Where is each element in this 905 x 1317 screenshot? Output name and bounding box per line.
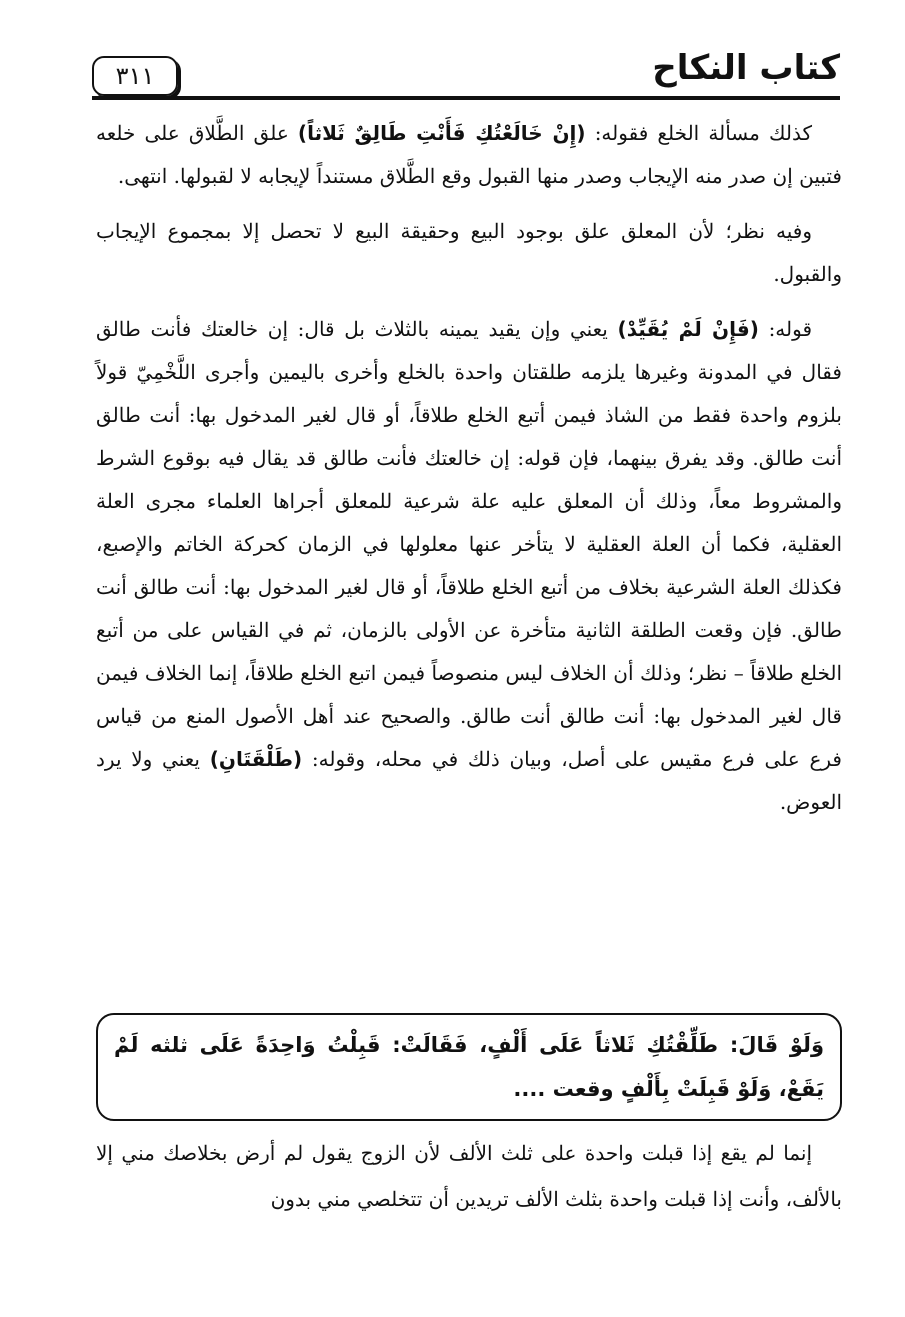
quoted-matn: (طَلْقَتَانِ) bbox=[209, 747, 303, 771]
text-segment: كذلك مسألة الخلع فقوله: bbox=[585, 121, 812, 145]
chapter-title: كتاب النكاح bbox=[652, 48, 840, 88]
page-header bbox=[92, 38, 840, 100]
paragraph-khul bbox=[96, 112, 842, 198]
page-number bbox=[92, 56, 178, 96]
paragraph-innama: إنما لم يقع إذا قبلت واحدة على ثلث الألف لأن الزوج يقول لم أرض بخلاصك مني إلا بالألف، وأنت إذا قبلت واحدة بثلث الألف تريدين أن تتخلصي مني بدون bbox=[96, 1141, 842, 1211]
quoted-matn: (إِنْ خَالَعْتُكِ فَأَنْتِ طَالِقٌ ثَلاثاً) bbox=[297, 121, 586, 145]
page-number-text: ٣١١ bbox=[115, 62, 155, 90]
text-segment: يعني ولا يرد العوض. bbox=[96, 747, 842, 814]
paragraph-qawluhu bbox=[96, 308, 842, 824]
commentary-block-2 bbox=[96, 1130, 842, 1222]
commentary-block bbox=[96, 112, 842, 836]
paragraph-objection bbox=[96, 210, 842, 296]
text-segment: يعني وإن يقيد يمينه بالثلاث بل قال: إن خالعتك فأنت طالق فقال في المدونة وغيرها يلزمه طلقتان واحدة بالخلع وأخرى باليمين وأجرى اللَّخْمِيّ قولاً بلزوم واحدة فقط من الشاذ فيمن أتبع الخلع طلاقاً، أو قال لغير المدخول بها: أنت طالق أنت طالق. وقد يفرق بينهما، فإن قوله: إن خالعتك فأنت طالق قد يقال فيه بوقوع الشرط والمشروط معاً، وذلك أن المعلق عليه علة شرعية للمعلق أجراها العلماء مجرى العلة العقلية، فكما أن العلة العقلية لا يتأخر عنها معلولها في الزمان كحركة الخاتم والإصبع، فكذلك العلة الشرعية بخلاف من أتبع الخلع طلاقاً، أو قال لغير المدخول بها: أنت طالق أنت طالق. فإن وقعت الطلقة الثانية متأخرة عن الأولى بالزمان، ثم في القياس على من أتبع الخلع طلاقاً – نظر؛ وذلك أن الخلاف ليس منصوصاً فيمن اتبع الخلع طلاقاً، إنما الخلاف فيمن قال لغير المدخول بها: أنت طالق أنت طالق. والصحيح عند أهل الأصول المنع من قياس فرع على فرع مقيس على أصل، وبيان ذلك في محله، وقوله: bbox=[96, 317, 842, 771]
header-rule bbox=[92, 96, 840, 100]
quoted-matn: (فَإِنْ لَمْ يُقَيِّدْ) bbox=[617, 317, 759, 341]
text-segment: وفيه نظر؛ لأن المعلق علق بوجود البيع وحقيقة البيع لا تحصل إلا بمجموع الإيجاب والقبول. bbox=[96, 219, 842, 286]
matn-box bbox=[96, 1013, 842, 1121]
text-segment: قوله: bbox=[758, 317, 813, 341]
text-segment: علق الطَّلاق على خلعه فتبين إن صدر منه الإيجاب وصدر منها القبول وقع الطَّلاق مستنداً لإيجابه لا لقبولها. انتهى. bbox=[96, 121, 842, 188]
matn-text: وَلَوْ قَالَ: طَلِّقْتُكِ ثَلاثاً عَلَى أَلْفٍ، فَقَالَتْ: قَبِلْتُ وَاحِدَةً عَلَى ثلثه لَمْ يَقَعْ، وَلَوْ قَبِلَتْ بِأَلْفٍ وقعت .... bbox=[114, 1033, 824, 1101]
